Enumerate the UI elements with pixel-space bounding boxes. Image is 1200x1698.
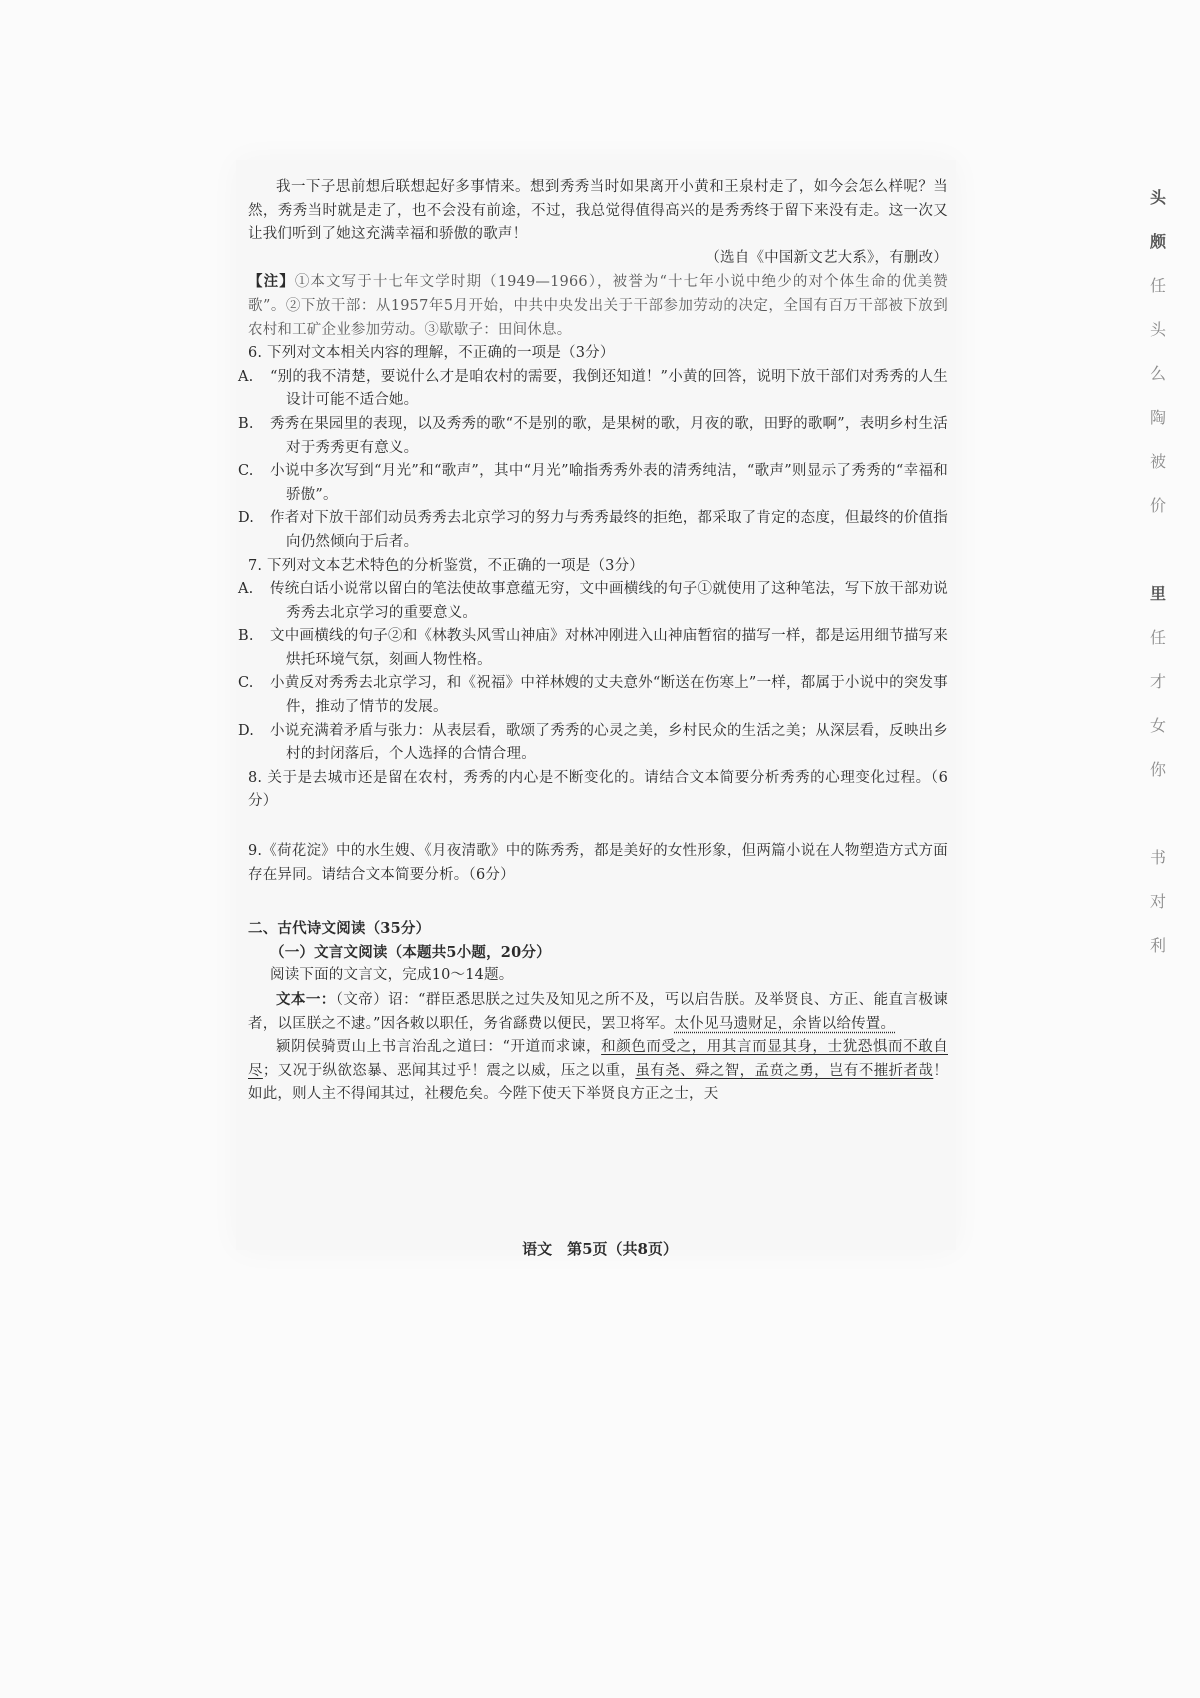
dotted-sentence: 太仆见马遗财足，余皆以给传置。	[674, 1015, 896, 1032]
question-stem: 7. 下列对文本艺术特色的分析鉴赏，不正确的一项是（3分）	[248, 557, 644, 574]
passage-source: （选自《中国新文艺大系》，有删改）	[705, 249, 948, 266]
underlined-sentence-1: 和颜色而受之，用其言而显其身，士犹恐惧而不敢自尽	[248, 1039, 948, 1079]
note-label: 【注】	[248, 273, 295, 291]
option-a: A. 传统白话小说常以留白的笔法使故事意蕴无穷，文中画横线的句子①就使用了这种笔法，写下放干部劝说秀秀去北京学习的重要意义。	[238, 581, 948, 621]
facing-page-edge: 头 颇 任 头 么 陶 被 价 里 任 才 女 你 书 对 利	[1150, 188, 1167, 955]
classical-text-1-paragraph-2: 颍阴侯骑贾山上书言治乱之道曰：“开道而求谏，和颜色而受之，用其言而显其身，士犹恐惧而不敢自尽；又况于纵欲恣暴、恶闻其过乎！震之以威，压之以重，虽有尧、舜之智，孟贲之勇，岂有不摧折者哉！如此，则人主不得闻其过，社稷危矣。今陛下使天下举贤良方正之士，天	[248, 1039, 949, 1103]
question-7	[238, 555, 948, 767]
subsection-title: （一）文言文阅读（本题共5小题，20分）	[270, 943, 551, 961]
option-d: D. 小说充满着矛盾与张力：从表层看，歌颂了秀秀的心灵之美，乡村民众的生活之美；从深层看，反映出乡村的封闭落后，个人选择的合情合理。	[238, 722, 948, 763]
option-b: B. 文中画横线的句子②和《林教头风雪山神庙》对林冲刚进入山神庙暂宿的描写一样，都是运用细节描写来烘托环境气氛，刻画人物性格。	[238, 628, 948, 668]
answer-space	[248, 814, 948, 840]
passage-final-paragraph: 我一下子思前想后联想起好多事情来。想到秀秀当时如果离开小黄和王泉村走了，如今会怎么样呢？当然，秀秀当时就是走了，也不会没有前途，不过，我总觉得值得高兴的是秀秀终于留下来没有走。这一次又让我们听到了她这充满幸福和骄傲的歌声！	[248, 179, 948, 243]
reading-instruction: 阅读下面的文言文，完成10～14题。	[270, 967, 514, 984]
underlined-sentence-2: 虽有尧、舜之智，孟贲之勇，岂有不摧折者哉	[635, 1062, 934, 1079]
option-b: B. 秀秀在果园里的表现，以及秀秀的歌“不是别的歌，是果树的歌，月夜的歌，田野的歌啊”，表明乡村生活对于秀秀更有意义。	[238, 415, 948, 456]
note-text: ①本文写于十七年文学时期（1949—1966），被誉为“十七年小说中绝少的对个体生命的优美赞歌”。②下放干部：从1957年5月开始，中共中央发出关于干部参加劳动的决定，全国有百万干部被下放到农村和工矿企业参加劳动。③歇歇子：田间休息。	[248, 274, 948, 338]
option-d: D. 作者对下放干部们动员秀秀去北京学习的努力与秀秀最终的拒绝，都采取了肯定的态度，但最终的价值指向仍然倾向于后者。	[238, 510, 948, 550]
option-a: A. “别的我不清楚，要说什么才是咱农村的需要，我倒还知道！”小黄的回答，说明下放干部们对秀秀的人生设计可能不适合她。	[238, 368, 948, 409]
question-stem: 6. 下列对文本相关内容的理解，不正确的一项是（3分）	[248, 345, 615, 362]
classical-text-1-paragraph-1: 文本一：（文帝）诏：“群臣悉思朕之过失及知见之所不及，丐以启告朕。及举贤良、方正、能直言极谏者，以匡朕之不逮。”因各敕以职任，务省繇费以便民，罢卫将军。太仆见马遗财足，余皆以给传置。	[248, 991, 948, 1032]
section-title: 二、古代诗文阅读（35分）	[248, 920, 431, 938]
page-footer: 语文 第5页（共8页）	[522, 1240, 678, 1258]
text1-label: 文本一：	[276, 991, 336, 1008]
passage-notes	[248, 270, 948, 342]
question-6	[238, 342, 948, 554]
question-8: 8. 关于是去城市还是留在农村，秀秀的内心是不断变化的。请结合文本简要分析秀秀的心理变化过程。（6分）	[248, 769, 948, 810]
option-c: C. 小黄反对秀秀去北京学习，和《祝福》中祥林嫂的丈夫意外“断送在伤寒上”一样，都属于小说中的突发事件，推动了情节的发展。	[238, 675, 948, 716]
option-c: C. 小说中多次写到“月光”和“歌声”，其中“月光”喻指秀秀外表的清秀纯洁，“歌声”则显示了秀秀的“幸福和骄傲”。	[238, 463, 948, 503]
question-9: 9.《荷花淀》中的水生嫂、《月夜清歌》中的陈秀秀，都是美好的女性形象，但两篇小说在人物塑造方式方面存在异同。请结合文本简要分析。（6分）	[248, 843, 948, 883]
exam-content	[238, 176, 949, 1107]
answer-space	[248, 887, 948, 917]
